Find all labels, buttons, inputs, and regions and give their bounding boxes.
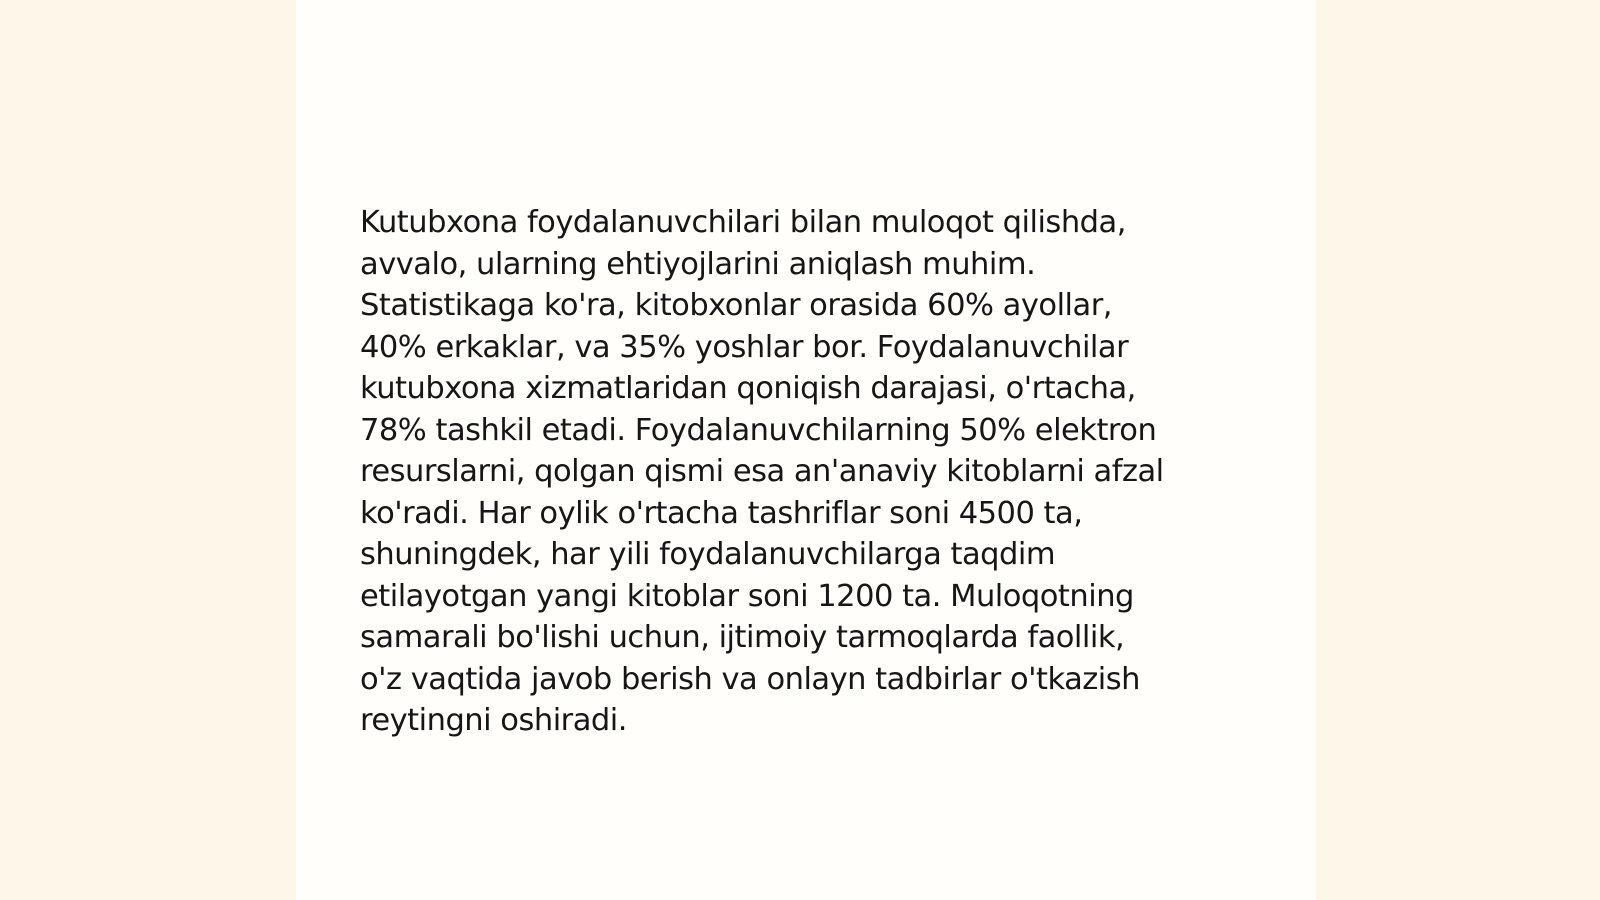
body-paragraph: Kutubxona foydalanuvchilari bilan muloqot qilishda, avvalo, ularning ehtiyojlarini aniqlash muhim. Statistikaga ko'ra, kitobxonlar orasida 60% ayollar, 40% erkaklar, va 35% yoshlar bor. Foydalanuvchilar kutubxona xizmatlaridan qoniqish darajasi, o'rtacha, 78% tashkil etadi. Foydalanuvchilarning 50% elektron resurslarni, qolgan qismi esa an'anaviy kitoblarni afzal ko'radi. Har oylik o'rtacha tashriflar soni 4500 ta, shuningdek, har yili foydalanuvchilarga taqdim etilayotgan yangi kitoblar soni 1200 ta. Muloqotning samarali bo'lishi uchun, ijtimoiy tarmoqlarda faollik, o'z vaqtida javob berish va onlayn tadbirlar o'tkazish reytingni oshiradi. [360, 205, 1164, 738]
